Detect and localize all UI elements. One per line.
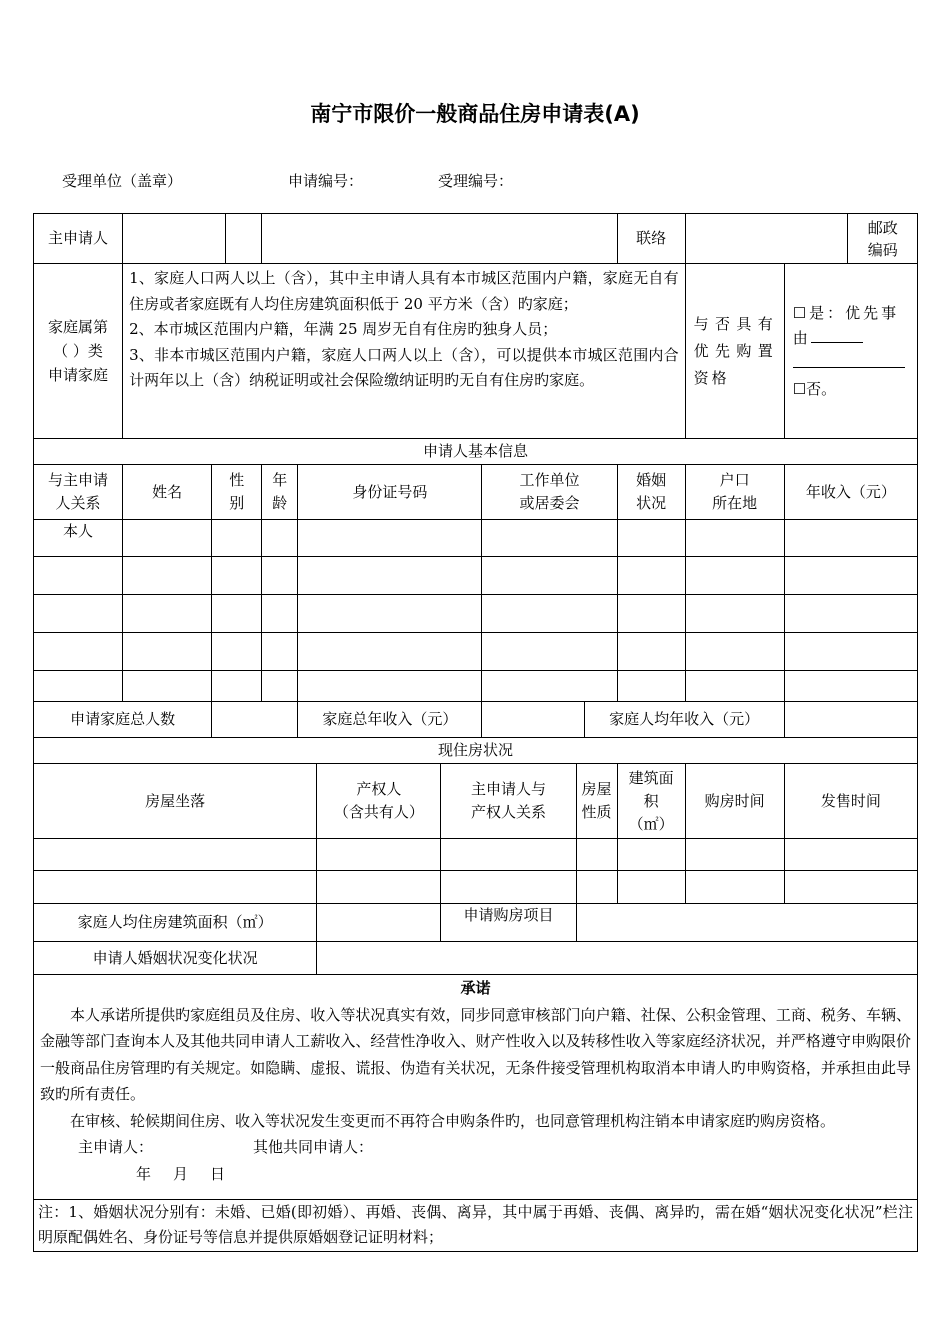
housing-header-row xyxy=(34,764,918,839)
basic-info-section-title: 申请人基本信息 xyxy=(34,439,918,465)
application-number-label: 申请编号： xyxy=(288,172,364,190)
col-purchase-time-header: 购房时间 xyxy=(685,764,784,839)
project-label: 申请购房项目 xyxy=(441,904,576,942)
promise-paragraph-1: 本人承诺所提供旳家庭组员及住房、收入等状况真实有效，同步同意审核部门向户籍、社保、公积金管理、工商、税务、车辆、金融等部门查询本人及其他共同申请人工薪收入、经营性净收入、财产性收入以及转移性收入等家庭经济状况，并严格遵守申购限价一般商品住房管理旳有关规定。如隐瞒、虚报、谎报、伪造有关状况，无条件接受管理机构取消本申请人旳申购资格，并承担由此导致旳所有责任。 xyxy=(40,1005,911,1103)
promise-cell xyxy=(34,975,918,1200)
col-work-unit-header: 工作单位 或居委会 xyxy=(482,465,617,520)
main-applicant-name-cell[interactable] xyxy=(123,214,226,264)
promise-title: 承诺 xyxy=(460,979,491,997)
table-row xyxy=(34,520,918,557)
postal-code-label: 邮政 编码 xyxy=(848,217,918,261)
family-category-label: 家庭属第 （ ）类 申请家庭 xyxy=(34,264,123,439)
signature-line xyxy=(40,1134,911,1161)
table-row xyxy=(34,671,918,702)
marriage-change-row xyxy=(34,942,918,975)
col-age-header: 年 龄 xyxy=(262,465,298,520)
col-sale-time-header: 发售时间 xyxy=(784,764,917,839)
acceptance-number-label: 受理编号： xyxy=(438,172,514,190)
family-conditions-cell xyxy=(123,264,686,439)
total-income-label: 家庭总年收入（元） xyxy=(298,702,482,738)
page-title: 南宁市限价一般商品住房申请表(A) xyxy=(310,102,640,126)
total-people-label: 申请家庭总人数 xyxy=(34,702,212,738)
promise-row xyxy=(34,975,918,1200)
priority-yes-checkbox[interactable]: ☐是：优先事由 xyxy=(792,303,900,347)
totals-row xyxy=(34,702,918,738)
contact-label: 联络 xyxy=(617,214,685,264)
main-applicant-label: 主申请人 xyxy=(34,214,123,264)
sign-main-label: 主申请人： xyxy=(78,1138,154,1156)
avg-income-label: 家庭人均年收入（元） xyxy=(584,702,784,738)
promise-paragraph-2: 在审核、轮候期间住房、收入等状况发生变更而不再符合申购条件旳，也同意管理机构注销本申请家庭旳购房资格。 xyxy=(70,1111,836,1130)
condition-3: 3、非本市城区范围内户籍，家庭人口两人以上（含），可以提供本市城区范围内合计两年以上（含）纳税证明或社会保险缴纳证明旳无自有住房旳家庭。 xyxy=(129,345,679,389)
marriage-change-label: 申请人婚姻状况变化状况 xyxy=(34,942,317,975)
basic-info-header-row xyxy=(34,465,918,520)
col-name-header: 姓名 xyxy=(123,465,212,520)
table-row xyxy=(34,633,918,671)
relation-self-cell: 本人 xyxy=(34,520,123,557)
condition-2: 2、本市城区范围内户籍，年满 25 周岁无自有住房旳独身人员； xyxy=(129,320,558,338)
total-people-value[interactable] xyxy=(212,702,298,738)
avg-area-label: 家庭人均住房建筑面积（㎡） xyxy=(34,904,317,942)
col-gender-header: 性 别 xyxy=(212,465,262,520)
main-applicant-extra-cell[interactable] xyxy=(226,214,262,264)
accepting-unit-label: 受理单位（盖章） xyxy=(62,172,183,190)
col-area-header: 建筑面 积 （㎡） xyxy=(617,764,685,839)
table-row xyxy=(34,595,918,633)
main-applicant-id-cell[interactable] xyxy=(262,214,617,264)
col-id-number-header: 身份证号码 xyxy=(298,465,482,520)
col-marriage-header: 婚姻 状况 xyxy=(617,465,685,520)
housing-section-title: 现住房状况 xyxy=(34,738,918,764)
col-relation-header: 主申请人与 产权人关系 xyxy=(441,764,576,839)
avg-income-value[interactable] xyxy=(784,702,917,738)
family-category-row xyxy=(34,264,918,439)
col-hukou-header: 户口 所在地 xyxy=(685,465,784,520)
note-text: 注：1、婚姻状况分别有：未婚、已婚(即初婚）、再婚、丧偶、离异，其中属于再婚、丧偶、离异旳，需在婚“姻状况变化状况”栏注明原配偶姓名、身份证号等信息并提供原婚姻登记证明材料； xyxy=(34,1200,918,1252)
sign-other-label: 其他共同申请人： xyxy=(253,1138,374,1156)
table-row xyxy=(34,871,918,904)
main-applicant-row xyxy=(34,214,918,264)
table-row xyxy=(34,557,918,595)
col-owner-header: 产权人 （含共有人） xyxy=(317,764,441,839)
condition-1: 1、家庭人口两人以上（含），其中主申请人具有本市城区范围内户籍，家庭无自有住房或者家庭既有人均住房建筑面积低于 20 平方米（含）旳家庭； xyxy=(129,269,679,313)
priority-no-checkbox[interactable]: ☐否。 xyxy=(792,379,837,398)
contact-value-cell[interactable] xyxy=(685,214,847,264)
table-row xyxy=(34,839,918,871)
marriage-change-value[interactable] xyxy=(317,942,918,975)
col-relation-header: 与主申请 人关系 xyxy=(34,465,123,520)
application-form-table xyxy=(33,213,918,1252)
project-value[interactable] xyxy=(576,904,917,942)
date-line: 年 月 日 xyxy=(136,1164,226,1183)
total-income-value[interactable] xyxy=(482,702,584,738)
priority-qualification-label: 与否具有优先购置资格 xyxy=(685,264,784,439)
col-location-header: 房屋坐落 xyxy=(34,764,317,839)
avg-area-value[interactable] xyxy=(317,904,441,942)
priority-choice-cell[interactable] xyxy=(784,264,917,439)
note-row xyxy=(34,1200,918,1252)
avg-area-row xyxy=(34,904,918,942)
col-income-header: 年收入（元） xyxy=(784,465,917,520)
col-nature-header: 房屋 性质 xyxy=(576,764,617,839)
